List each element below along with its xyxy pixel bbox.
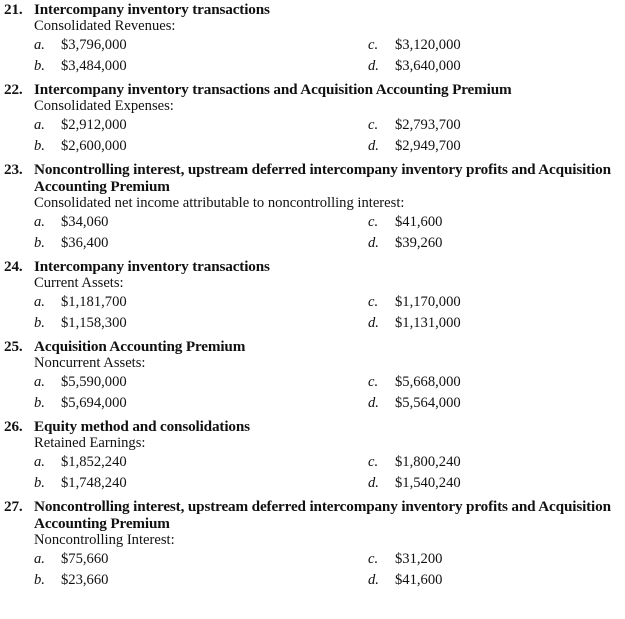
question-prompt: Consolidated Expenses:: [34, 98, 174, 114]
option-d[interactable]: [368, 473, 461, 494]
option-d[interactable]: [368, 313, 461, 334]
question-7: [0, 498, 625, 591]
question-prompt: Current Assets:: [34, 275, 124, 291]
question-list: [0, 1, 625, 595]
option-value: $3,796,000: [61, 37, 127, 53]
option-letter: c.: [368, 117, 379, 133]
option-value: $3,120,000: [395, 37, 461, 53]
option-value: $5,694,000: [61, 395, 127, 411]
option-letter: a.: [34, 214, 45, 230]
question-prompt: Consolidated net income attributable to noncontrolling interest:: [34, 195, 405, 211]
option-d[interactable]: [368, 233, 442, 254]
option-row: [0, 56, 625, 77]
option-row: [0, 115, 625, 136]
question-number: 21.: [4, 1, 23, 18]
question-2: [0, 81, 625, 157]
question-heading: [0, 338, 625, 355]
question-number: 27.: [4, 498, 23, 515]
question-title: Noncontrolling interest, upstream deferred intercompany inventory profits and Acquisition Accounting Premium: [34, 498, 611, 532]
question-5: [0, 338, 625, 414]
option-c[interactable]: [368, 452, 461, 473]
option-row: [0, 136, 625, 157]
option-value: $2,912,000: [61, 117, 127, 133]
option-d[interactable]: [368, 570, 442, 591]
option-value: $1,170,000: [395, 294, 461, 310]
question-1: [0, 1, 625, 77]
option-letter: a.: [34, 294, 45, 310]
option-row: [0, 393, 625, 414]
option-value: $5,668,000: [395, 374, 461, 390]
option-letter: b.: [34, 475, 45, 491]
option-a[interactable]: [34, 292, 127, 313]
option-d[interactable]: [368, 136, 461, 157]
question-heading: [0, 161, 625, 195]
option-value: $1,540,240: [395, 475, 461, 491]
option-letter: d.: [368, 475, 379, 491]
question-prompt: Retained Earnings:: [34, 435, 146, 451]
question-4: [0, 258, 625, 334]
option-letter: a.: [34, 37, 45, 53]
question-title: Intercompany inventory transactions and Acquisition Accounting Premium: [34, 81, 512, 98]
option-letter: a.: [34, 551, 45, 567]
question-title: Intercompany inventory transactions: [34, 258, 270, 275]
question-number: 24.: [4, 258, 23, 275]
option-value: $75,660: [61, 551, 109, 567]
option-letter: c.: [368, 294, 379, 310]
option-value: $1,158,300: [61, 315, 127, 331]
question-3: [0, 161, 625, 254]
option-d[interactable]: [368, 393, 461, 414]
option-row: [0, 570, 625, 591]
option-letter: a.: [34, 117, 45, 133]
option-row: [0, 549, 625, 570]
option-value: $1,181,700: [61, 294, 127, 310]
option-a[interactable]: [34, 35, 127, 56]
option-value: $1,131,000: [395, 315, 461, 331]
option-a[interactable]: [34, 549, 108, 570]
option-letter: b.: [34, 58, 45, 74]
question-heading: [0, 1, 625, 18]
option-value: $5,564,000: [395, 395, 461, 411]
option-value: $2,793,700: [395, 117, 461, 133]
question-heading: [0, 258, 625, 275]
option-b[interactable]: [34, 393, 127, 414]
option-letter: d.: [368, 58, 379, 74]
option-value: $2,600,000: [61, 138, 127, 154]
option-a[interactable]: [34, 372, 127, 393]
option-letter: d.: [368, 315, 379, 331]
option-letter: b.: [34, 315, 45, 331]
question-6: [0, 418, 625, 494]
option-letter: b.: [34, 138, 45, 154]
option-letter: b.: [34, 572, 45, 588]
option-c[interactable]: [368, 292, 461, 313]
option-letter: c.: [368, 551, 379, 567]
option-letter: c.: [368, 214, 379, 230]
option-c[interactable]: [368, 372, 461, 393]
option-a[interactable]: [34, 212, 108, 233]
question-heading: [0, 418, 625, 435]
option-c[interactable]: [368, 212, 442, 233]
option-letter: d.: [368, 138, 379, 154]
option-row: [0, 473, 625, 494]
option-row: [0, 233, 625, 254]
option-letter: a.: [34, 454, 45, 470]
option-value: $2,949,700: [395, 138, 461, 154]
option-value: $3,484,000: [61, 58, 127, 74]
question-prompt: Consolidated Revenues:: [34, 18, 176, 34]
option-value: $41,600: [395, 214, 443, 230]
question-title: Noncontrolling interest, upstream deferred intercompany inventory profits and Acquisition Accounting Premium: [34, 161, 611, 195]
option-b[interactable]: [34, 313, 127, 334]
question-number: 25.: [4, 338, 23, 355]
question-heading: [0, 498, 625, 532]
question-number: 26.: [4, 418, 23, 435]
option-d[interactable]: [368, 56, 461, 77]
option-c[interactable]: [368, 115, 461, 136]
option-row: [0, 313, 625, 334]
option-value: $39,260: [395, 235, 443, 251]
question-title: Intercompany inventory transactions: [34, 1, 270, 18]
option-row: [0, 292, 625, 313]
option-value: $1,852,240: [61, 454, 127, 470]
option-letter: c.: [368, 454, 379, 470]
question-number: 23.: [4, 161, 23, 178]
option-value: $3,640,000: [395, 58, 461, 74]
question-number: 22.: [4, 81, 23, 98]
option-letter: d.: [368, 395, 379, 411]
question-prompt: Noncurrent Assets:: [34, 355, 146, 371]
option-c[interactable]: [368, 35, 461, 56]
option-value: $5,590,000: [61, 374, 127, 390]
option-value: $23,660: [61, 572, 109, 588]
question-title: Equity method and consolidations: [34, 418, 250, 435]
option-letter: c.: [368, 374, 379, 390]
option-row: [0, 452, 625, 473]
option-letter: b.: [34, 395, 45, 411]
option-row: [0, 372, 625, 393]
option-value: $41,600: [395, 572, 443, 588]
option-letter: b.: [34, 235, 45, 251]
question-title: Acquisition Accounting Premium: [34, 338, 246, 355]
option-letter: c.: [368, 37, 379, 53]
option-letter: d.: [368, 572, 379, 588]
option-b[interactable]: [34, 570, 108, 591]
option-row: [0, 212, 625, 233]
option-letter: a.: [34, 374, 45, 390]
option-value: $1,748,240: [61, 475, 127, 491]
option-value: $34,060: [61, 214, 109, 230]
question-heading: [0, 81, 625, 98]
option-letter: d.: [368, 235, 379, 251]
option-b[interactable]: [34, 136, 127, 157]
option-b[interactable]: [34, 233, 108, 254]
option-a[interactable]: [34, 452, 127, 473]
option-value: $1,800,240: [395, 454, 461, 470]
option-b[interactable]: [34, 473, 127, 494]
option-c[interactable]: [368, 549, 442, 570]
question-prompt: Noncontrolling Interest:: [34, 532, 175, 548]
option-a[interactable]: [34, 115, 127, 136]
option-value: $36,400: [61, 235, 109, 251]
option-row: [0, 35, 625, 56]
option-b[interactable]: [34, 56, 127, 77]
option-value: $31,200: [395, 551, 443, 567]
